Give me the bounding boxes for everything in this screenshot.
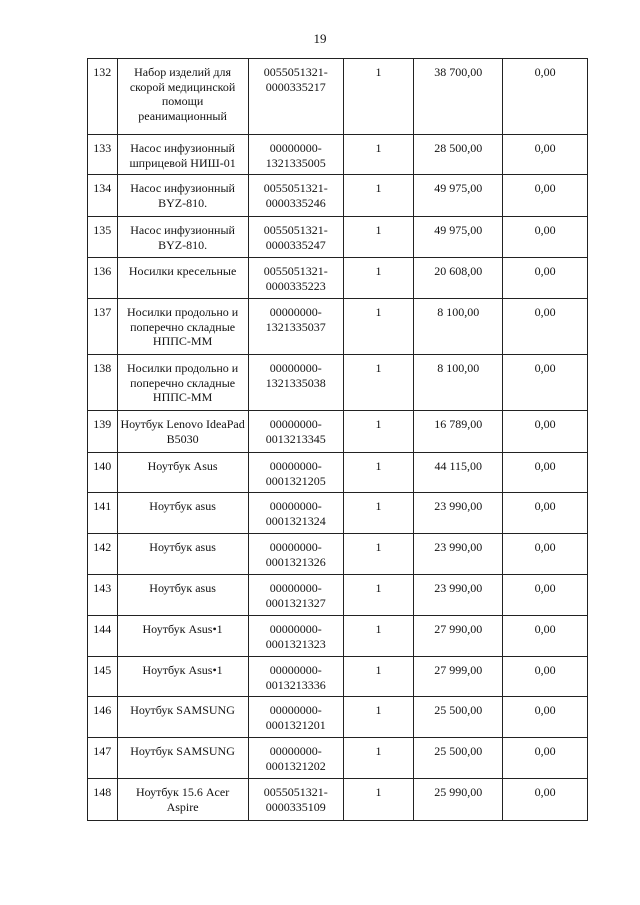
quantity-cell: 1 — [343, 534, 414, 575]
item-name-cell: Ноутбук Asus•1 — [117, 657, 248, 697]
amount-cell: 0,00 — [503, 575, 588, 616]
row-number-cell: 147 — [88, 738, 118, 779]
table-row — [88, 697, 588, 738]
inventory-code-cell: 00000000-1321335005 — [248, 135, 343, 175]
inventory-code-cell: 00000000-0001321326 — [248, 534, 343, 575]
row-number-cell: 133 — [88, 135, 118, 175]
quantity-cell: 1 — [343, 217, 414, 258]
row-number-cell: 148 — [88, 779, 118, 821]
amount-cell: 0,00 — [503, 135, 588, 175]
quantity-cell: 1 — [343, 135, 414, 175]
row-number-cell: 143 — [88, 575, 118, 616]
item-name-cell: Ноутбук SAMSUNG — [117, 738, 248, 779]
item-name-cell: Ноутбук Asus — [117, 453, 248, 493]
amount-cell: 0,00 — [503, 299, 588, 355]
amount-cell: 0,00 — [503, 779, 588, 821]
quantity-cell: 1 — [343, 411, 414, 453]
quantity-cell: 1 — [343, 175, 414, 217]
quantity-cell: 1 — [343, 493, 414, 534]
price-cell: 23 990,00 — [414, 493, 503, 534]
item-name-cell: Ноутбук Lenovo IdeaPad B5030 — [117, 411, 248, 453]
price-cell: 38 700,00 — [414, 59, 503, 135]
row-number-cell: 134 — [88, 175, 118, 217]
price-cell: 25 500,00 — [414, 697, 503, 738]
amount-cell: 0,00 — [503, 657, 588, 697]
quantity-cell: 1 — [343, 258, 414, 299]
quantity-cell: 1 — [343, 697, 414, 738]
item-name-cell: Насос инфузионный шприцевой НИШ-01 — [117, 135, 248, 175]
table-row — [88, 355, 588, 411]
inventory-code-cell: 00000000-0013213336 — [248, 657, 343, 697]
table-row — [88, 217, 588, 258]
inventory-code-cell: 00000000-1321335038 — [248, 355, 343, 411]
item-name-cell: Ноутбук 15.6 Acer Aspire — [117, 779, 248, 821]
item-name-cell: Набор изделий для скорой медицинской помощи реанимационный — [117, 59, 248, 135]
row-number-cell: 141 — [88, 493, 118, 534]
amount-cell: 0,00 — [503, 616, 588, 657]
amount-cell: 0,00 — [503, 493, 588, 534]
row-number-cell: 132 — [88, 59, 118, 135]
price-cell: 20 608,00 — [414, 258, 503, 299]
quantity-cell: 1 — [343, 657, 414, 697]
item-name-cell: Ноутбук asus — [117, 534, 248, 575]
row-number-cell: 139 — [88, 411, 118, 453]
price-cell: 25 990,00 — [414, 779, 503, 821]
inventory-code-cell: 0055051321-0000335246 — [248, 175, 343, 217]
inventory-table — [87, 58, 588, 821]
row-number-cell: 136 — [88, 258, 118, 299]
item-name-cell: Носилки продольно и поперечно складные НППС-ММ — [117, 299, 248, 355]
table-row — [88, 616, 588, 657]
table-row — [88, 59, 588, 135]
item-name-cell: Ноутбук Asus•1 — [117, 616, 248, 657]
item-name-cell: Ноутбук asus — [117, 493, 248, 534]
amount-cell: 0,00 — [503, 217, 588, 258]
table-row — [88, 258, 588, 299]
price-cell: 49 975,00 — [414, 175, 503, 217]
table-row — [88, 493, 588, 534]
inventory-code-cell: 00000000-0001321324 — [248, 493, 343, 534]
quantity-cell: 1 — [343, 453, 414, 493]
table-row — [88, 575, 588, 616]
item-name-cell: Носилки продольно и поперечно складные НППС-ММ — [117, 355, 248, 411]
amount-cell: 0,00 — [503, 534, 588, 575]
price-cell: 28 500,00 — [414, 135, 503, 175]
inventory-code-cell: 00000000-0001321202 — [248, 738, 343, 779]
price-cell: 8 100,00 — [414, 355, 503, 411]
quantity-cell: 1 — [343, 355, 414, 411]
row-number-cell: 145 — [88, 657, 118, 697]
item-name-cell: Насос инфузионный BYZ-810. — [117, 217, 248, 258]
item-name-cell: Носилки кресельные — [117, 258, 248, 299]
table-row — [88, 738, 588, 779]
amount-cell: 0,00 — [503, 258, 588, 299]
price-cell: 27 990,00 — [414, 616, 503, 657]
price-cell: 16 789,00 — [414, 411, 503, 453]
table-row — [88, 175, 588, 217]
inventory-code-cell: 00000000-1321335037 — [248, 299, 343, 355]
table-row — [88, 453, 588, 493]
row-number-cell: 146 — [88, 697, 118, 738]
amount-cell: 0,00 — [503, 59, 588, 135]
item-name-cell: Ноутбук SAMSUNG — [117, 697, 248, 738]
row-number-cell: 135 — [88, 217, 118, 258]
amount-cell: 0,00 — [503, 738, 588, 779]
item-name-cell: Ноутбук asus — [117, 575, 248, 616]
row-number-cell: 142 — [88, 534, 118, 575]
price-cell: 23 990,00 — [414, 575, 503, 616]
inventory-code-cell: 00000000-0001321323 — [248, 616, 343, 657]
table-row — [88, 299, 588, 355]
table-row — [88, 411, 588, 453]
row-number-cell: 137 — [88, 299, 118, 355]
item-name-cell: Насос инфузионный BYZ-810. — [117, 175, 248, 217]
quantity-cell: 1 — [343, 575, 414, 616]
table-row — [88, 779, 588, 821]
inventory-table-body — [88, 59, 588, 821]
inventory-code-cell: 00000000-0013213345 — [248, 411, 343, 453]
inventory-code-cell: 0055051321-0000335109 — [248, 779, 343, 821]
row-number-cell: 144 — [88, 616, 118, 657]
price-cell: 27 999,00 — [414, 657, 503, 697]
quantity-cell: 1 — [343, 616, 414, 657]
page-number: 19 — [313, 31, 327, 46]
inventory-code-cell: 0055051321-0000335223 — [248, 258, 343, 299]
row-number-cell: 138 — [88, 355, 118, 411]
inventory-code-cell: 0055051321-0000335247 — [248, 217, 343, 258]
price-cell: 49 975,00 — [414, 217, 503, 258]
quantity-cell: 1 — [343, 779, 414, 821]
inventory-code-cell: 0055051321-0000335217 — [248, 59, 343, 135]
table-row — [88, 534, 588, 575]
inventory-code-cell: 00000000-0001321201 — [248, 697, 343, 738]
price-cell: 44 115,00 — [414, 453, 503, 493]
inventory-code-cell: 00000000-0001321327 — [248, 575, 343, 616]
amount-cell: 0,00 — [503, 175, 588, 217]
amount-cell: 0,00 — [503, 453, 588, 493]
table-row — [88, 657, 588, 697]
price-cell: 23 990,00 — [414, 534, 503, 575]
quantity-cell: 1 — [343, 299, 414, 355]
table-row — [88, 135, 588, 175]
quantity-cell: 1 — [343, 738, 414, 779]
quantity-cell: 1 — [343, 59, 414, 135]
amount-cell: 0,00 — [503, 355, 588, 411]
price-cell: 25 500,00 — [414, 738, 503, 779]
amount-cell: 0,00 — [503, 411, 588, 453]
amount-cell: 0,00 — [503, 697, 588, 738]
price-cell: 8 100,00 — [414, 299, 503, 355]
inventory-code-cell: 00000000-0001321205 — [248, 453, 343, 493]
row-number-cell: 140 — [88, 453, 118, 493]
